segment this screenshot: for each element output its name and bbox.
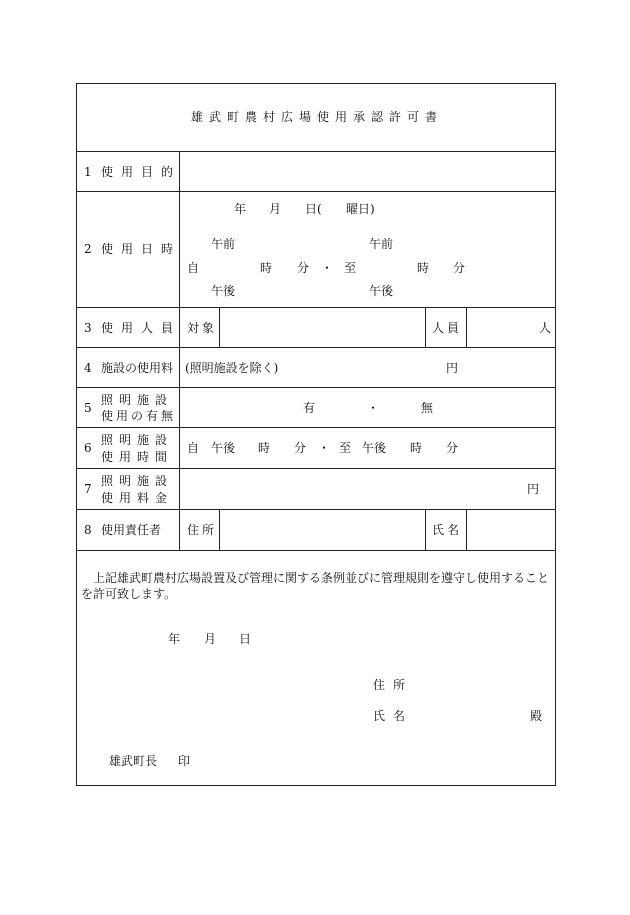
cell-divider [219,307,220,347]
row-number: 2 [84,242,92,256]
start-hour: 時 [260,261,273,275]
row-divider [77,307,555,308]
form-title: 雄武町農村広場使用承認許可書 [190,110,443,124]
datetime-label: 使用日時 [101,242,182,256]
from-label: 自 [187,441,200,455]
purpose-label: 使用目的 [101,165,182,179]
start-minute: 分 [297,261,310,275]
from-label: 自 [187,261,200,275]
fee-note: (照明施設を除く) [185,361,279,375]
honorific: 殿 [530,709,543,723]
lighting-label-line2: 使用の有無 [101,409,177,423]
cell-divider [425,307,426,347]
row-number: 6 [84,441,92,455]
end-hour: 時 [410,441,423,455]
am-start: 午前 [211,237,236,251]
separator-dot: ・ [318,441,331,455]
cell-divider [466,307,467,347]
row-number: 1 [84,165,92,179]
recipient-name-label: 氏名 [373,709,414,723]
separator-dot: ・ [367,401,380,415]
row-number: 5 [84,401,92,415]
yen-unit: 円 [527,482,540,496]
row-number: 7 [84,482,92,496]
row-divider [77,509,555,510]
date-year: 年 [234,202,247,216]
attendees-label: 使用人員 [101,321,182,335]
option-no: 無 [421,401,434,415]
start-hour: 時 [258,441,271,455]
row-number: 3 [84,321,92,335]
approval-statement-line1: 上記雄武町農村広場設置及び管理に関する条例並びに管理規則を遵守し使用すること [93,571,550,585]
to-label: 至 [339,441,352,455]
cell-divider [425,509,426,550]
responsible-person-label: 使用責任者 [101,523,162,537]
to-label: 至 [344,261,357,275]
end-minute: 分 [453,261,466,275]
name-label: 氏名 [432,523,463,537]
pm-start: 午後 [211,284,236,298]
row-divider [77,347,555,348]
separator-dot: ・ [321,261,334,275]
date-month: 月 [269,202,282,216]
target-label: 対象 [187,321,218,335]
cell-divider [219,509,220,550]
date-day: 日( [305,202,322,216]
address-label: 住所 [187,523,218,537]
approval-statement-line2: を許可致します。 [81,587,177,601]
row-divider [77,468,555,469]
lighting-label-line1: 照明施設 [101,393,174,407]
issuer-title: 雄武町長 [109,754,158,768]
row-divider [77,387,555,388]
start-minute: 分 [294,441,307,455]
person-unit: 人 [539,321,552,335]
am-end: 午前 [369,237,394,251]
lighting-time-label-line1: 照明施設 [101,433,174,447]
end-minute: 分 [446,441,459,455]
end-hour: 時 [417,261,430,275]
date-weekday: 曜日) [346,202,375,216]
row-number: 4 [84,361,92,375]
lighting-fee-label-line1: 照明施設 [101,474,174,488]
pm-end: 午後 [369,284,394,298]
pm-start: 午後 [211,441,236,455]
seal-mark: 印 [178,754,191,768]
recipient-address-label: 住所 [373,678,414,692]
row-divider [77,550,555,551]
lighting-time-label-line2: 使用時間 [101,450,174,464]
permit-form [76,83,556,786]
row-number: 8 [84,523,92,537]
label-column-divider [179,151,180,550]
fee-label: 施設の使用料 [101,361,174,375]
cell-divider [466,509,467,550]
lighting-fee-label-line2: 使用料金 [101,491,174,505]
row-divider [77,151,555,152]
issue-date-day: 日 [239,632,252,646]
issue-date-month: 月 [204,632,217,646]
row-divider [77,427,555,428]
count-label: 人員 [432,321,463,335]
option-yes: 有 [303,401,316,415]
pm-end: 午後 [362,441,387,455]
row-divider [77,191,555,192]
yen-unit: 円 [446,361,459,375]
issue-date-year: 年 [168,632,181,646]
